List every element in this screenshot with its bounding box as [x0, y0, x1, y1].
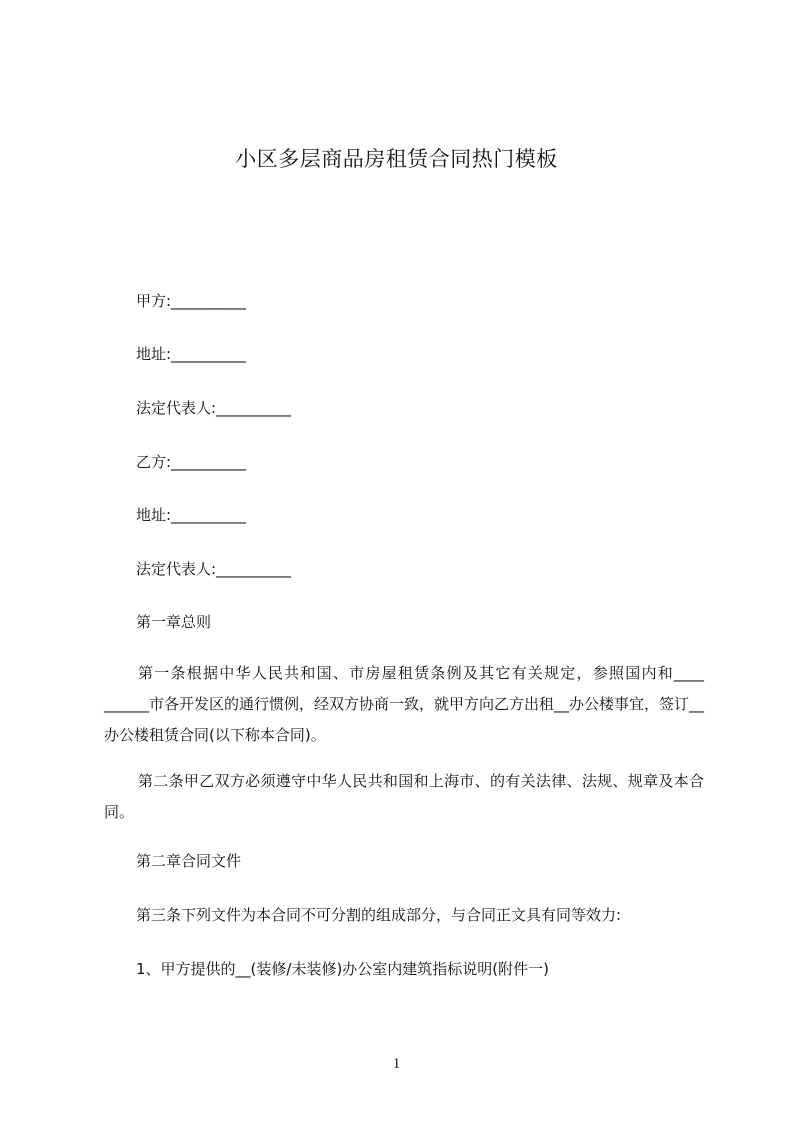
chapter-2-heading: 第二章合同文件 — [136, 852, 242, 870]
document-title: 小区多层商品房租赁合同热门模板 — [235, 147, 558, 171]
article-2-paragraph: 第二条甲乙双方必须遵守中华人民共和国和上海市、的有关法律、法规、规章及本合同。 — [104, 772, 704, 821]
party-b-address-field: 地址:__________ — [136, 506, 247, 524]
party-a-address-field: 地址:__________ — [136, 345, 247, 363]
article-1-paragraph: 第一条根据中华人民共和国、市房屋租赁条例及其它有关规定，参照国内和____ ______市各开发区的通行惯例，经双方协商一致，就甲方向乙方出租__办公楼事宜，签订__办公楼租赁合同(以下称本合同)。 — [104, 664, 705, 744]
party-a-field: 甲方:__________ — [136, 292, 247, 310]
party-a-legal-rep-field: 法定代表人:__________ — [136, 399, 292, 417]
page-number: 1 — [392, 1056, 401, 1072]
chapter-1-heading: 第一章总则 — [136, 613, 212, 631]
party-b-legal-rep-field: 法定代表人:__________ — [136, 560, 292, 578]
list-item-1: 1、甲方提供的__(装修/未装修)办公室内建筑指标说明(附件一) — [136, 960, 550, 978]
article-3-paragraph: 第三条下列文件为本合同不可分割的组成部分，与合同正文具有同等效力: — [136, 906, 622, 924]
party-b-field: 乙方:__________ — [136, 453, 247, 471]
